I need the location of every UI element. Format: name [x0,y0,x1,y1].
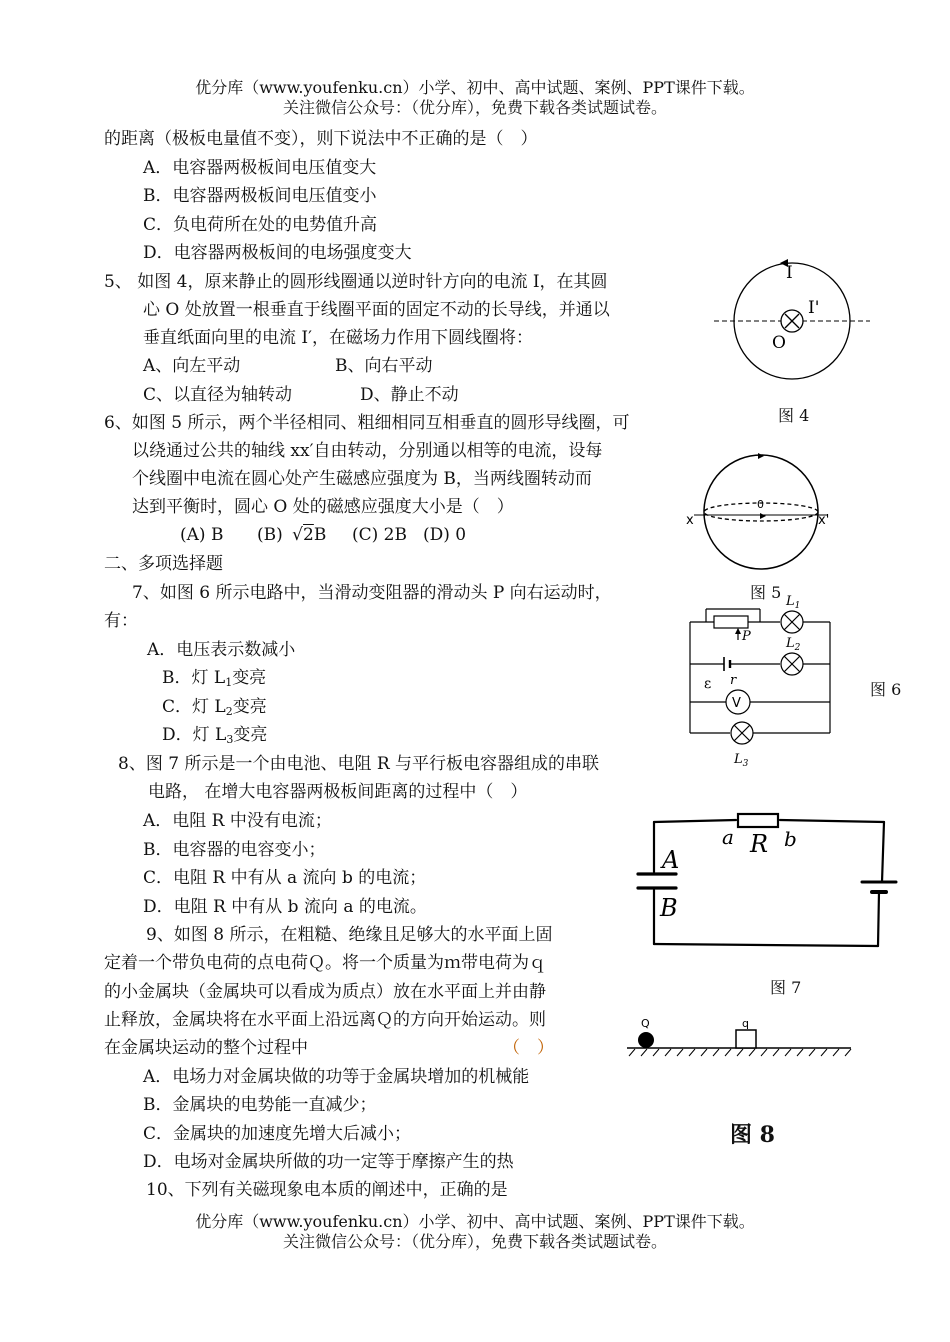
q9-answer-paren: （ ） [503,1038,554,1058]
fig7-label-plate-b: B [660,894,678,922]
figure-6-caption: 图 6 [870,680,902,699]
q7-d-sub: 3 [226,733,234,746]
q8-option-b: B．电容器的电容变小； [143,840,326,860]
q6-line-2: 以绕通过公共的轴线 xx′自由转动，分别通以相等的电流，设每 [132,441,603,461]
q10-line-1: 10、下列有关磁现象电本质的阐述中，正确的是 [146,1180,508,1200]
q9-line-1: 9、如图 8 所示，在粗糙、绝缘且足够大的水平面上固 [146,925,553,945]
q9-option-c: C．金属块的加速度先增大后减小； [143,1124,412,1144]
footer-line-1: 优分库（www.youfenku.cn）小学、初中、高中试题、案例、PPT课件下载。 [195,1212,755,1231]
fig7-label-a: a [722,825,734,849]
fig6-label-l1: $L_1$ [786,594,801,611]
q6-line-3: 个线圈中电流在圆心处产生磁感应强度为 B，当两线圈转动而 [132,469,592,489]
q6-option-a: (A) B [180,525,224,545]
q7-b-post: 变亮 [232,668,267,688]
q6-line-1: 6、如图 5 所示，两个半径相同、粗细相同互相垂直的圆形导线圈，可 [104,413,630,433]
figure-7-caption: 图 7 [770,978,802,997]
q8-option-a: A．电阻 R 中没有电流； [143,811,332,831]
figure-7-circuit [628,808,900,956]
q8-line-2: 电路， 在增大电容器两极板间距离的过程中（ ） [148,782,528,802]
q4-option-a: A．电容器两极板间电压值变大 [143,158,377,178]
q5-option-d: D、静止不动 [360,385,459,405]
q7-option-c [162,696,267,723]
q5-option-a: A、向左平动 [143,356,241,376]
rheostat [714,616,748,628]
header-line-1: 优分库（www.youfenku.cn）小学、初中、高中试题、案例、PPT课件下载。 [195,78,755,97]
q6-option-b-label: (B) [257,525,283,545]
q8-option-c: C．电阻 R 中有从 a 流向 b 的电流； [143,868,427,888]
resistor-r [738,814,778,827]
slider-arrow-icon [735,628,741,634]
fig6-label-l3: $L_3$ [734,752,749,767]
q9-line-5: 在金属块运动的整个过程中 [104,1038,308,1058]
q5-line-1: 5、 如图 4，原来静止的圆形线圈通以逆时针方向的电流 I，在其圆 [104,272,608,292]
section-2-heading: 二、多项选择题 [104,554,223,574]
q5-line-3: 垂直纸面向里的电流 I′，在磁场力作用下圆线圈将： [143,328,533,348]
q9-option-a: A．电场力对金属块做的功等于金属块增加的机械能 [143,1067,530,1087]
q4-option-c: C．负电荷所在处的电势值升高 [143,215,378,235]
q7-option-b [162,667,266,694]
vertical-coil [704,455,818,569]
axis-arrow-icon [760,513,766,519]
q8-line-1: 8、图 7 所示是一个由电池、电阻 R 与平行板电容器组成的串联 [118,754,600,774]
point-charge-q [638,1032,654,1048]
figure-4-caption: 图 4 [778,406,810,425]
q7-b-sub: 1 [225,676,233,689]
figure-6-circuit [684,592,834,767]
footer-line-2: 关注微信公众号：（优分库），免费下载各类试题试卷。 [282,1232,667,1251]
figure-8-caption: 图 8 [730,1122,775,1148]
q4-continuation: 的距离（极板电量值不变），则下说法中不正确的是（ ） [104,129,538,149]
q9-option-d: D．电场对金属块所做的功一定等于摩擦产生的热 [143,1152,514,1172]
figure-5-caption: 图 5 [750,583,782,602]
fig4-label-o: O [772,333,786,353]
q9-line-4: 止释放，金属块将在水平面上沿远离Ｑ的方向开始运动。则 [104,1010,546,1030]
q5-option-c: C、以直径为轴转动 [143,385,293,405]
q9-line-2: 定着一个带负电荷的点电荷Ｑ。将一个质量为ｍ带电荷为ｑ [104,953,546,973]
fig5-label-x: x [686,513,694,528]
fig6-label-l2: $L_2$ [786,636,801,653]
fig6-label-r: r [730,673,737,688]
fig8-label-q-small: q [742,1017,749,1030]
q5-option-b: B、向右平动 [335,356,433,376]
fig5-label-o: 0 [757,498,764,511]
fig7-label-b: b [784,827,797,851]
q7-d-post: 变亮 [233,725,268,745]
fig6-label-p: P [742,629,751,644]
q4-option-d: D．电容器两极板间的电场强度变大 [143,243,412,263]
sqrt-symbol: √2 [292,525,314,545]
q7-c-sub: 2 [225,705,233,718]
q9-option-b: B．金属块的电势能一直减少； [143,1095,377,1115]
figure-8-diagram [625,1012,855,1057]
q7-c-post: 变亮 [232,697,267,717]
q6-line-4: 达到平衡时，圆心 O 处的磁感应强度大小是（ ） [132,497,514,517]
fig6-label-v: V [732,696,741,711]
fig6-label-emf: ε [704,676,712,692]
q9-line-3: 的小金属块（金属块可以看成为质点）放在水平面上并由静 [104,982,546,1002]
fig5-label-x-prime: x' [818,513,830,528]
fig4-label-i-prime: I' [808,298,820,318]
q6-option-d: (D) 0 [423,525,467,545]
q7-option-a: A．电压表示数减小 [147,640,296,660]
q4-option-b: B．电容器两极板间电压值变小 [143,186,377,206]
figure-4-diagram [712,255,872,395]
header-line-2: 关注微信公众号：（优分库），免费下载各类试题试卷。 [282,98,667,117]
q6-option-b [257,524,326,546]
q8-option-d: D．电阻 R 中有从 b 流向 a 的电流。 [143,897,427,917]
q7-line-1: 7、如图 6 所示电路中，当滑动变阻器的滑动头 P 向右运动时， [132,583,612,603]
metal-block [736,1030,756,1048]
q7-line-2: 有： [104,611,138,631]
q6-option-b-unit: B [313,525,327,545]
fig8-label-q-big: Q [641,1017,650,1030]
figure-5-diagram [686,452,836,577]
q7-c-text: C．灯 L [162,697,226,717]
sqrt-radicand: 2 [303,525,314,545]
q7-option-d [162,724,267,751]
fig7-label-r: R [750,830,769,858]
coil-arrow-icon [758,453,764,459]
q6-option-c: (C) 2B [352,525,407,545]
q5-line-2: 心 O 处放置一根垂直于线圈平面的固定不动的长导线，并通以 [143,300,610,320]
q7-b-text: B．灯 L [162,668,226,688]
q7-d-text: D．灯 L [162,725,227,745]
fig4-label-i: I [786,263,793,283]
fig7-label-plate-a: A [662,846,680,874]
